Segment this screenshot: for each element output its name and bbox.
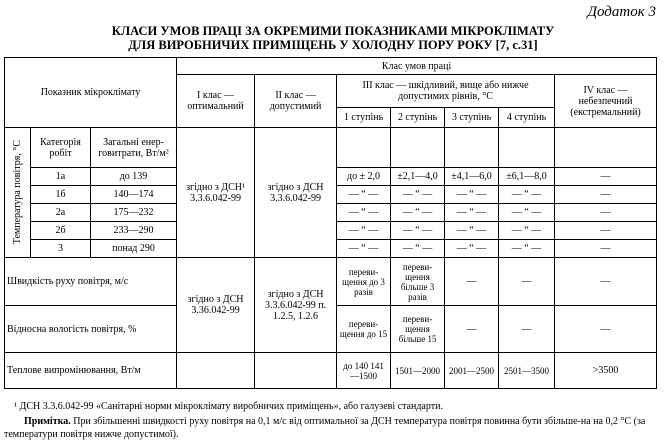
degree2-cell: — “ — [391, 186, 445, 204]
degree3-cell: — “ — [445, 204, 499, 222]
category-cell: 1а [31, 168, 91, 186]
degree2-cell: — “ — [391, 204, 445, 222]
category-cell: 3 [31, 240, 91, 258]
class4-cell: — [555, 168, 657, 186]
degree2-cell: — “ — [391, 222, 445, 240]
speed-label: Швидкість руху повітря, м/с [5, 258, 177, 306]
table-row [5, 353, 657, 389]
indicators-header: Показник мікроклімату [5, 58, 177, 128]
energy-header: Загальні енер-говитрати, Вт/м² [91, 128, 177, 168]
speed-class4: — [555, 258, 657, 306]
class4-header: IV клас — небезпечний (екстремальний) [555, 75, 657, 128]
category-header: Категорія робіт [31, 128, 91, 168]
class4-cell: — [555, 222, 657, 240]
humidity-degree2: переви-щення більше 15 [391, 306, 445, 353]
note-label: Примітка. [24, 416, 71, 427]
speed-degree1: переви-щення до 3 разів [337, 258, 391, 306]
lower-class2-cell: згідно з ДСН 3.3.6.042-99 п. 1.2.5, 1.2.6 [255, 258, 337, 353]
degree3-cell: — “ — [445, 222, 499, 240]
energy-cell: 175—232 [91, 204, 177, 222]
humidity-class4: — [555, 306, 657, 353]
class2-header: ІІ клас — допустимий [255, 75, 337, 128]
category-cell: 2б [31, 222, 91, 240]
temperature-label: Температура повітря, °С [12, 140, 23, 245]
note-text: При збільшенні швидкості руху повітря на 0,1 м/с від оптимальної за ДСН температура повітря повинна бути збільше-на на 0,2 °С (за температури повітря нижче допустимої). [4, 416, 646, 440]
degree3-header: 3 ступінь [445, 108, 499, 128]
temp-class1-cell: згідно з ДСН¹ 3.3.6.042-99 [177, 128, 255, 258]
energy-cell: 233—290 [91, 222, 177, 240]
class4-cell: — [555, 186, 657, 204]
degree1-header: 1 ступінь [337, 108, 391, 128]
temp-class2-cell: згідно з ДСН 3.3.6.042-99 [255, 128, 337, 258]
degree4-cell: — “ — [499, 186, 555, 204]
degree2-cell: ±2,1—4,0 [391, 168, 445, 186]
degree1-cell: — “ — [337, 222, 391, 240]
class4-cell: — [555, 240, 657, 258]
temperature-label-cell [5, 128, 31, 258]
radiation-degree2: 1501—2000 [391, 353, 445, 389]
degree4-cell: ±6,1—8,0 [499, 168, 555, 186]
humidity-label: Відносна вологість повітря, % [5, 306, 177, 353]
degree3-cell: ±4,1—6,0 [445, 168, 499, 186]
degree2-header: 2 ступінь [391, 108, 445, 128]
degree1-cell: — “ — [337, 186, 391, 204]
degree4-header: 4 ступінь [499, 108, 555, 128]
degree3-cell: — “ — [445, 186, 499, 204]
class3-header: ІІІ клас — шкідливий, вище або нижче допустимих рівнів, °С [337, 75, 555, 108]
title-line-2: ДЛЯ ВИРОБНИЧИХ ПРИМІЩЕНЬ У ХОЛОДНУ ПОРУ РОКУ [7, с.31] [128, 38, 538, 52]
energy-cell: до 139 [91, 168, 177, 186]
note [4, 415, 656, 441]
radiation-degree4: 2501—3500 [499, 353, 555, 389]
degree2-cell: — “ — [391, 240, 445, 258]
radiation-label: Теплове випромінювання, Вт/м [5, 353, 177, 389]
table-row [5, 258, 657, 306]
degree1-cell: — “ — [337, 204, 391, 222]
humidity-degree1: переви-щення до 15 [337, 306, 391, 353]
title-line-1: КЛАСИ УМОВ ПРАЦІ ЗА ОКРЕМИМИ ПОКАЗНИКАМИ МІКРОКЛІМАТУ [111, 24, 555, 38]
speed-degree2: переви-щення більше 3 разів [391, 258, 445, 306]
footnote: ¹ ДСН 3.3.6.042-99 «Санітарні норми мікроклімату виробничих приміщень», або галузеві стандарти. [14, 401, 443, 412]
degree1-cell: — “ — [337, 240, 391, 258]
radiation-degree3: 2001—2500 [445, 353, 499, 389]
humidity-degree4: — [499, 306, 555, 353]
class1-header: І клас — оптимальний [177, 75, 255, 128]
degree4-cell: — “ — [499, 222, 555, 240]
classes-header: Клас умов праці [177, 58, 657, 75]
energy-cell: 140—174 [91, 186, 177, 204]
degree4-cell: — “ — [499, 240, 555, 258]
degree4-cell: — “ — [499, 204, 555, 222]
category-cell: 2а [31, 204, 91, 222]
speed-degree4: — [499, 258, 555, 306]
degree3-cell: — “ — [445, 240, 499, 258]
category-cell: 1б [31, 186, 91, 204]
microclimate-classes-table [4, 57, 657, 389]
appendix-label: Додаток 3 [587, 4, 656, 20]
radiation-degree1: до 140 141—1500 [337, 353, 391, 389]
class4-cell: — [555, 204, 657, 222]
radiation-class4: >3500 [555, 353, 657, 389]
energy-cell: понад 290 [91, 240, 177, 258]
degree1-cell: до ± 2,0 [337, 168, 391, 186]
speed-degree3: — [445, 258, 499, 306]
lower-class1-cell: згідно з ДСН 3.36.042-99 [177, 258, 255, 353]
humidity-degree3: — [445, 306, 499, 353]
